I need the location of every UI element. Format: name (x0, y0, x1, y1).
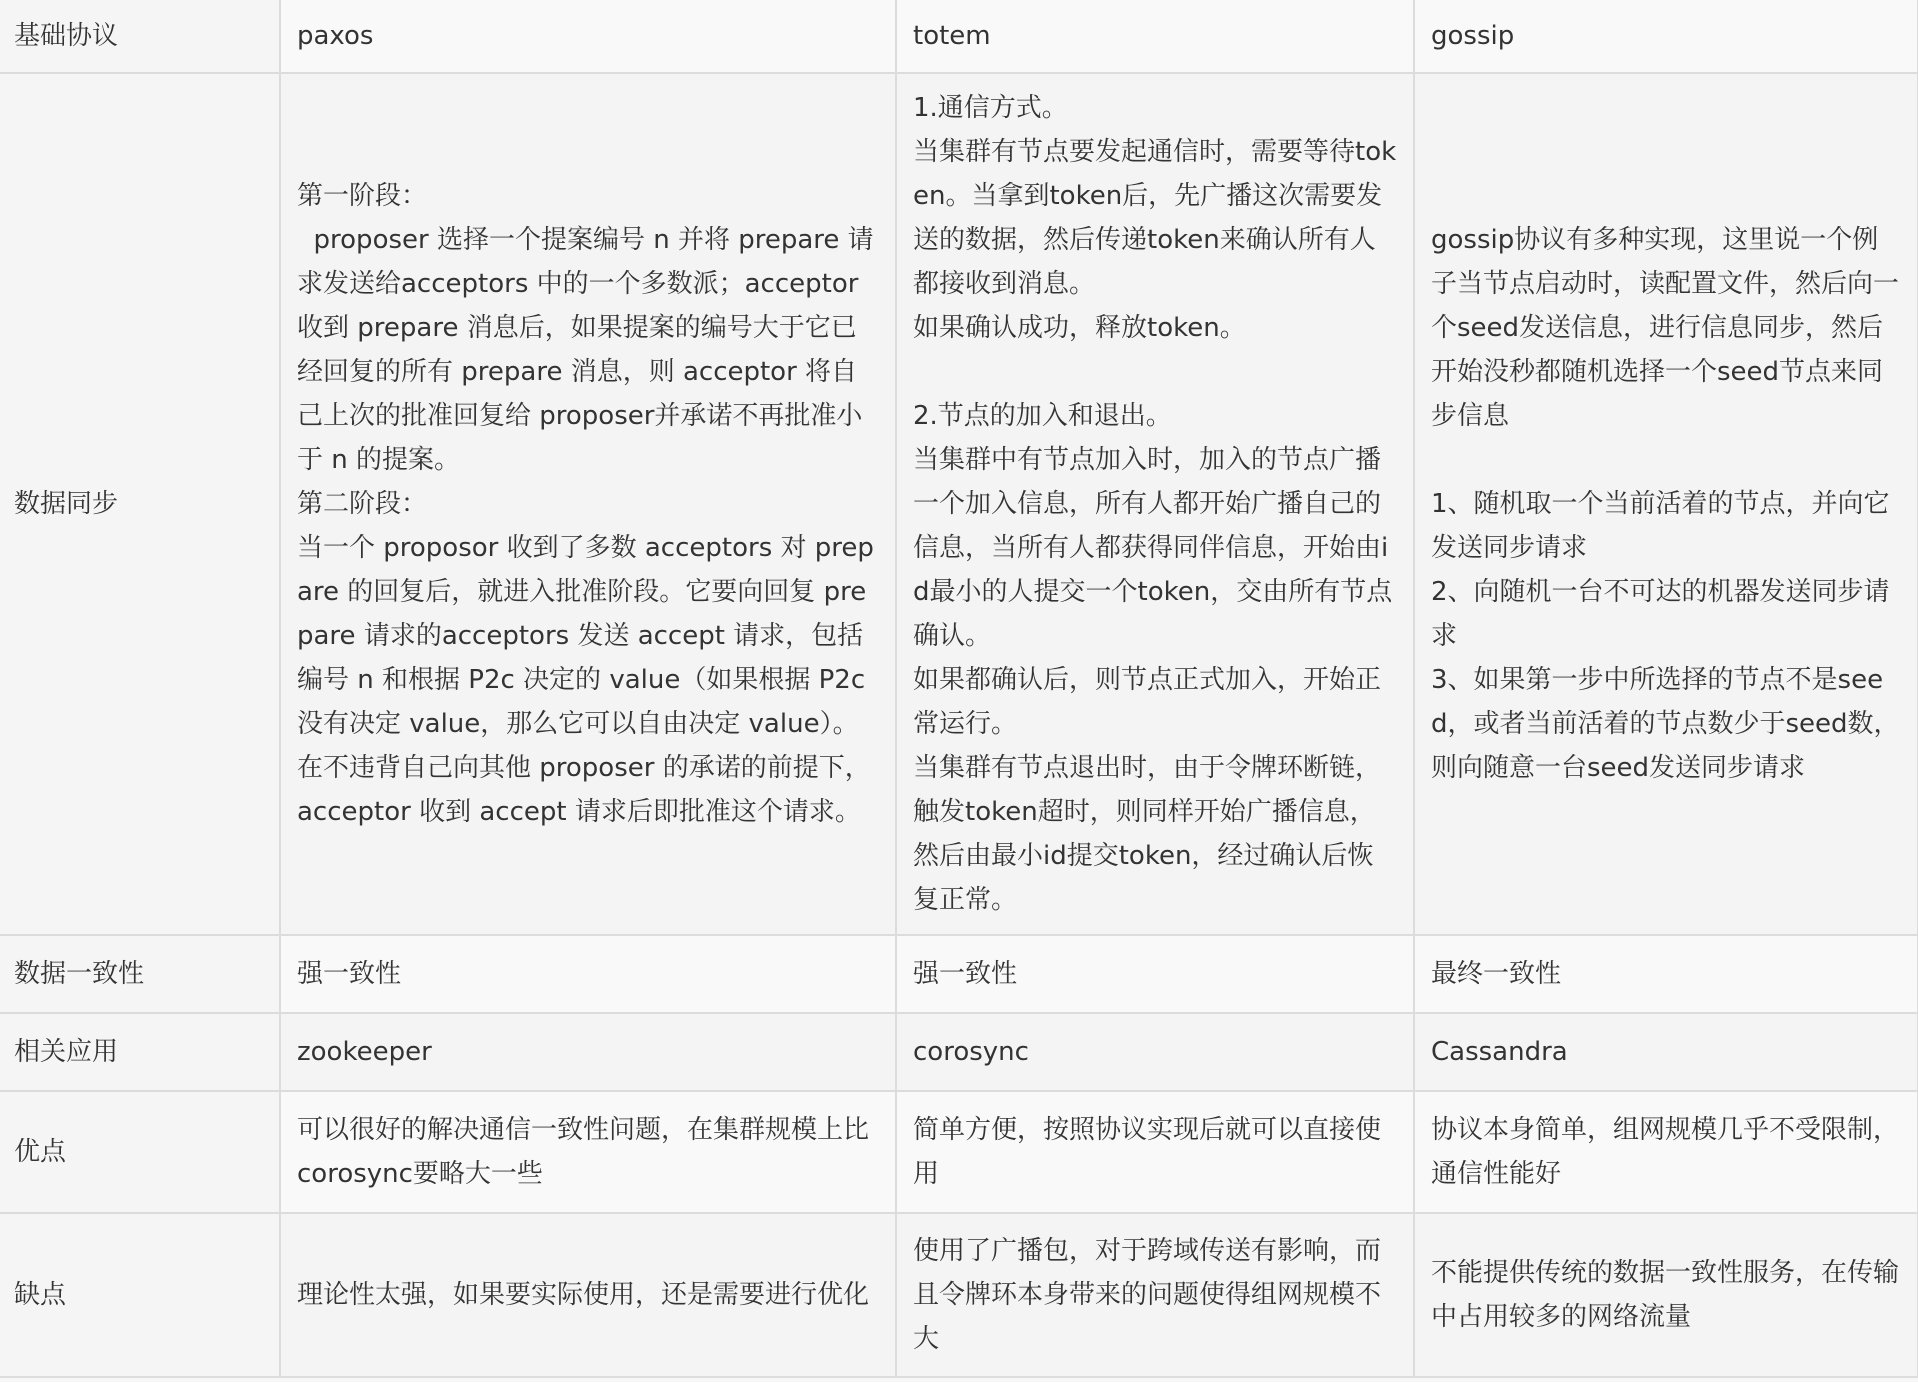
sync-totem-line: 如果都确认后，则节点正式加入，开始正常运行。 (913, 665, 1382, 739)
sync-paxos-line: 当一个 proposor 收到了多数 acceptors 对 prepare 的回复后，就进入批准阶段。它要向回复 prepare 请求的acceptors 发送 accept 请求，包括编号 n 和根据 P2c 决定的 value（如果根据 P2c 没有决定 value，那么它可以自由决定 value）。在不违背自己向其他 proposer 的承诺的前提下，acceptor 收到 accept 请求后即批准这个请求。 (297, 533, 874, 827)
cell-cons-totem: 使用了广播包，对于跨域传送有影响，而且令牌环本身带来的问题使得组网规模不大 (896, 1213, 1414, 1377)
cell-application-gossip: Cassandra (1414, 1013, 1918, 1091)
header-paxos-cell: paxos (280, 0, 896, 73)
table-row-cons (0, 1213, 1918, 1377)
cell-cons-paxos: 理论性太强，如果要实际使用，还是需要进行优化 (280, 1213, 896, 1377)
cell-cons-gossip: 不能提供传统的数据一致性服务，在传输中占用较多的网络流量 (1414, 1213, 1918, 1377)
cell-pros-totem: 简单方便，按照协议实现后就可以直接使用 (896, 1091, 1414, 1213)
sync-paxos-line: 第二阶段： (297, 489, 428, 519)
sync-totem-line (913, 350, 1399, 394)
row-label-cons: 缺点 (0, 1213, 280, 1377)
sync-gossip-line (1431, 438, 1903, 482)
sync-totem-line: 1.通信方式。 (913, 93, 1068, 123)
cell-sync-totem (896, 73, 1414, 935)
table-row-application (0, 1013, 1918, 1091)
header-label-cell: 基础协议 (0, 0, 280, 73)
sync-gossip-line: gossip协议有多种实现，这里说一个例子当节点启动时，读配置文件，然后向一个seed发送信息，进行信息同步，然后开始没秒都随机选择一个seed节点来同步信息 (1431, 225, 1900, 431)
sync-totem-line: 当集群有节点要发起通信时，需要等待token。当拿到token后，先广播这次需要发送的数据，然后传递token来确认所有人都接收到消息。 (913, 137, 1397, 299)
cell-sync-gossip (1414, 73, 1918, 935)
sync-totem-line: 如果确认成功，释放token。 (913, 313, 1246, 343)
cell-pros-paxos: 可以很好的解决通信一致性问题，在集群规模上比corosync要略大一些 (280, 1091, 896, 1213)
sync-paxos-line: 第一阶段： (297, 181, 428, 211)
sync-paxos-line: proposer 选择一个提案编号 n 并将 prepare 请求发送给acceptors 中的一个多数派；acceptor 收到 prepare 消息后，如果提案的编号大于它已经回复的所有 prepare 消息，则 acceptor 将自己上次的批准回复给 proposer并承诺不再批准小于 n 的提案。 (297, 225, 874, 475)
sync-totem-line: 当集群有节点退出时，由于令牌环断链，触发token超时，则同样开始广播信息，然后由最小id提交token，经过确认后恢复正常。 (913, 753, 1382, 915)
row-label-consistency: 数据一致性 (0, 935, 280, 1013)
cell-consistency-paxos: 强一致性 (280, 935, 896, 1013)
header-totem-cell: totem (896, 0, 1414, 73)
sync-gossip-line: 1、随机取一个当前活着的节点，并向它发送同步请求 (1431, 489, 1890, 563)
table-row-consistency (0, 935, 1918, 1013)
cell-consistency-gossip: 最终一致性 (1414, 935, 1918, 1013)
sync-totem-line: 2.节点的加入和退出。 (913, 401, 1172, 431)
cell-sync-paxos (280, 73, 896, 935)
cell-application-paxos: zookeeper (280, 1013, 896, 1091)
cell-pros-gossip: 协议本身简单，组网规模几乎不受限制，通信性能好 (1414, 1091, 1918, 1213)
row-label-data-sync: 数据同步 (0, 73, 280, 935)
sync-totem-line: 当集群中有节点加入时，加入的节点广播一个加入信息，所有人都开始广播自己的信息，当所有人都获得同伴信息，开始由id最小的人提交一个token，交由所有节点确认。 (913, 445, 1393, 651)
sync-gossip-line: 3、如果第一步中所选择的节点不是seed，或者当前活着的节点数少于seed数，则向随意一台seed发送同步请求 (1431, 665, 1900, 783)
cell-application-totem: corosync (896, 1013, 1414, 1091)
table-header-row (0, 0, 1918, 73)
sync-gossip-line: 2、向随机一台不可达的机器发送同步请求 (1431, 577, 1890, 651)
table-row-data-sync (0, 73, 1918, 935)
row-label-application: 相关应用 (0, 1013, 280, 1091)
row-label-pros: 优点 (0, 1091, 280, 1213)
header-gossip-cell: gossip (1414, 0, 1918, 73)
table-row-pros (0, 1091, 1918, 1213)
cell-consistency-totem: 强一致性 (896, 935, 1414, 1013)
